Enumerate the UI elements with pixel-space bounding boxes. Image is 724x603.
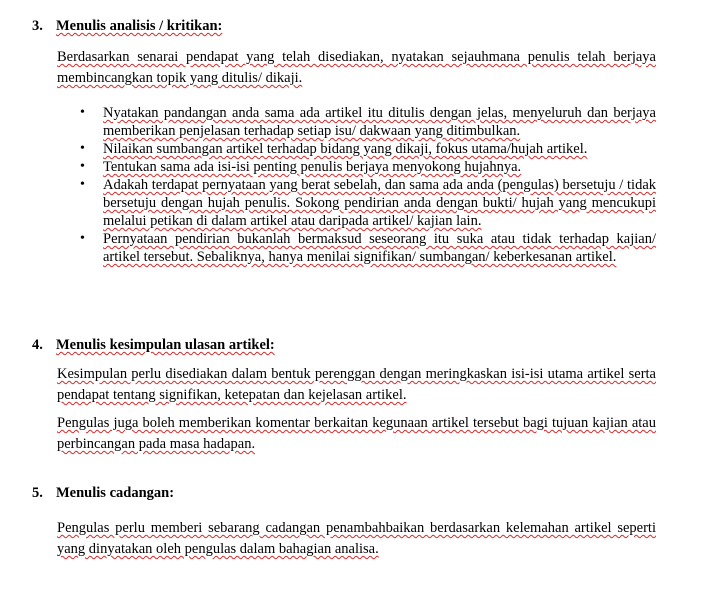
section-3-heading xyxy=(32,18,222,35)
bullet-text: Pernyataan pendirian bukanlah bermaksud seseorang itu suka atau tidak terhadap kajian/ artikel tersebut. Sebaliknya, hanya menilai signifikan/ sumbangan/ keberkesanan artikel. xyxy=(103,231,656,265)
section-4-paragraph-1-text: Kesimpulan perlu disediakan dalam bentuk perenggan dengan meringkaskan isi-isi utama artikel serta pendapat tentang signifikan, ketepatan dan kejelasan artikel. xyxy=(57,366,656,403)
section-3-title: Menulis analisis / kritikan: xyxy=(56,18,223,34)
section-3-paragraph xyxy=(57,47,656,89)
bullet-dot: • xyxy=(80,159,85,174)
bullet-item xyxy=(57,158,656,176)
section-5-title: Menulis cadangan: xyxy=(56,485,175,501)
bullet-item xyxy=(57,230,656,266)
bullet-text: Adakah terdapat pernyataan yang berat sebelah, dan sama ada anda (pengulas) bersetuju / tidak bersetuju dengan hujah penulis. Sokong pendirian anda dengan bukti/ hujah yang mencukupi melalui petikan di dalam artikel atau daripada artikel/ kajian lain. xyxy=(103,177,656,229)
bullet-text: Tentukan sama ada isi-isi penting penulis berjaya menyokong hujahnya. xyxy=(103,159,522,175)
bullet-dot: • xyxy=(80,177,85,192)
section-3-number: 3. xyxy=(32,18,43,34)
section-3-paragraph-text: Berdasarkan senarai pendapat yang telah disediakan, nyatakan sejauhmana penulis telah berjaya membincangkan topik yang ditulis/ dikaji. xyxy=(57,49,656,86)
section-4-paragraph-2-text: Pengulas juga boleh memberikan komentar berkaitan kegunaan artikel tersebut bagi tujuan kajian atau perbincangan pada masa hadapan. xyxy=(57,415,656,452)
section-3-bullet-list xyxy=(57,104,656,266)
section-5-paragraph-text: Pengulas perlu memberi sebarang cadangan penambahbaikan berdasarkan kelemahan artikel seperti yang dinyatakan oleh pengulas dalam bahagian analisa. xyxy=(57,520,656,557)
section-4-number: 4. xyxy=(32,337,43,353)
bullet-text: Nyatakan pandangan anda sama ada artikel itu ditulis dengan jelas, menyeluruh dan berjaya memberikan penjelasan terhadap setiap isu/ dakwaan yang ditimbulkan. xyxy=(103,105,656,139)
section-4-title: Menulis kesimpulan ulasan artikel: xyxy=(56,337,275,353)
bullet-item xyxy=(57,140,656,158)
section-5-number: 5. xyxy=(32,485,43,501)
bullet-dot: • xyxy=(80,231,85,246)
section-4-heading xyxy=(32,337,275,354)
section-4-paragraph-1 xyxy=(57,364,656,406)
bullet-dot: • xyxy=(80,105,85,120)
section-5-heading xyxy=(32,485,174,502)
bullet-item xyxy=(57,176,656,230)
bullet-text: Nilaikan sumbangan artikel terhadap bidang yang dikaji, fokus utama/hujah artikel. xyxy=(103,141,588,157)
section-4-paragraph-2 xyxy=(57,413,656,455)
section-5-paragraph xyxy=(57,518,656,560)
bullet-dot: • xyxy=(80,141,85,156)
bullet-item xyxy=(57,104,656,140)
